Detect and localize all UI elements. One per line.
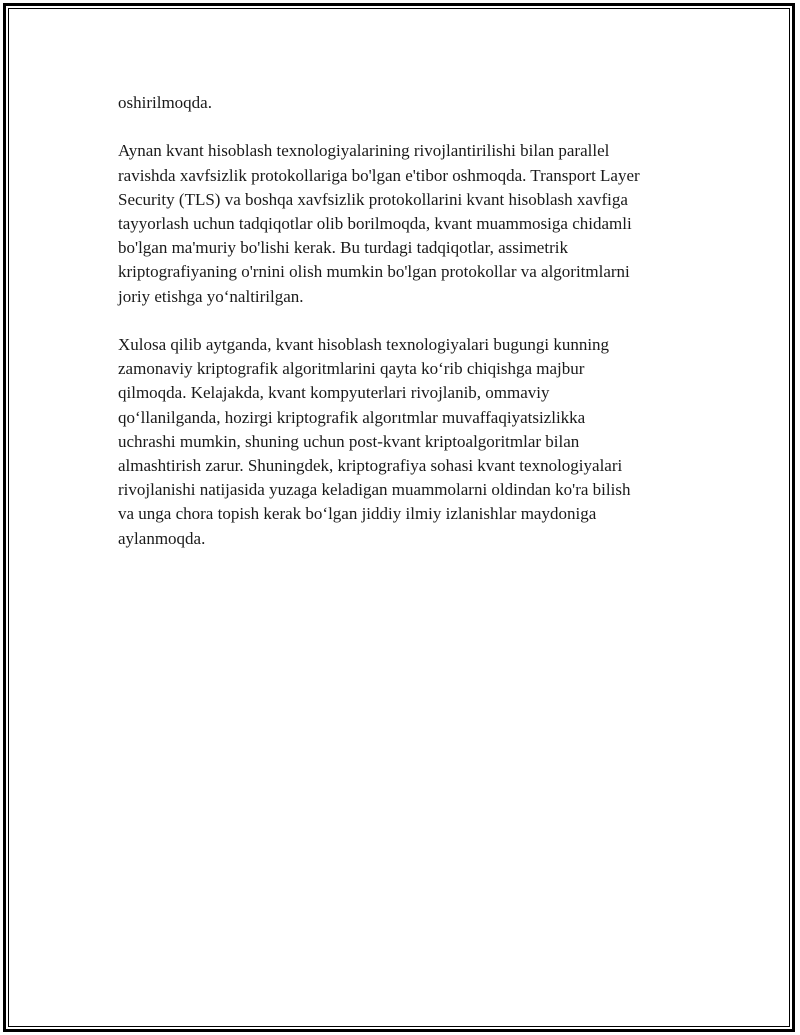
paragraph-conclusion: Xulosa qilib aytganda, kvant hisoblash texnologiyalari bugungi kunning zamonaviy kriptografik algoritmlarini qayta ko‘rib chiqishga majbur qilmoqda. Kelajakda, kvant kompyuterlari rivojlanib, ommaviy qo‘llanilganda, hozirgi kriptografik algorıtmlar muvaffaqiyatsizlikka uchrashi mumkin, shuning uchun post-kvant kriptoalgoritmlar bilan almashtirish zarur. Shuningdek, kriptografiya sohasi kvant texnologiyalari rivojlanishi natijasida yuzaga keladigan muammolarni oldindan ko'ra bilish va unga chora topish kerak bo‘lgan jiddiy ilmiy izlanishlar maydoniga aylanmoqda. (118, 335, 631, 548)
paragraph-tls-research: Aynan kvant hisoblash texnologiyalarining rivojlantirilishi bilan parallel ravishda xavfsizlik protokollariga bo'lgan e'tibor oshmoqda. Transport Layer Security (TLS) va boshqa xavfsizlik protokollarini kvant hisoblash xavfiga tayyorlash uchun tadqiqotlar olib borilmoqda, kvant muammosiga chidamli bo'lgan ma'muriy bo'lishi kerak. Bu turdagi tadqiqotlar, assimetrik kriptografiyaning o'rnini olish mumkin bo'lgan protokollar va algoritmlarni joriy etishga yo‘naltirilgan. (118, 141, 640, 306)
paragraph-continuation: oshirilmoqda. (118, 93, 212, 112)
document-body (118, 91, 690, 575)
